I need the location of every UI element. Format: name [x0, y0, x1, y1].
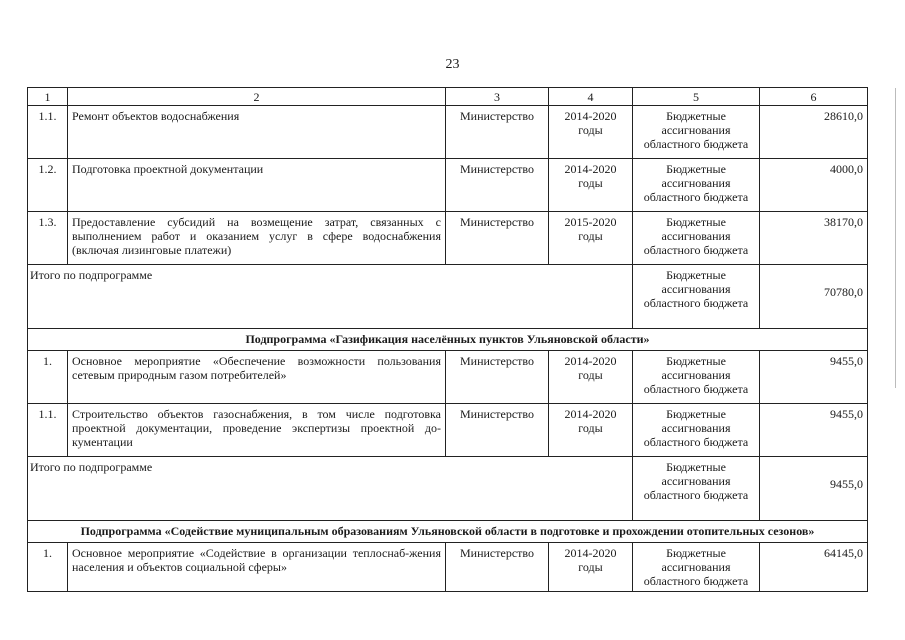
subtotal-source: Бюджетные ассигнования областного бюджета: [633, 265, 760, 329]
row-source: Бюджетные ассигнования областного бюджета: [633, 351, 760, 404]
table-row: [28, 351, 868, 404]
header-cell: 5: [633, 88, 760, 106]
header-cell: 6: [760, 88, 868, 106]
subtotal-amount: 9455,0: [760, 457, 868, 521]
row-source: Бюджетные ассигнования областного бюджета: [633, 543, 760, 592]
row-period: 2014-2020 годы: [549, 106, 633, 159]
row-number: 1.1.: [28, 106, 68, 159]
row-number: 1.1.: [28, 404, 68, 457]
row-amount: 64145,0: [760, 543, 868, 592]
page-number: 23: [445, 57, 460, 72]
subtotal-label: Итого по подпрограмме: [28, 457, 633, 521]
row-source: Бюджетные ассигнования областного бюджета: [633, 106, 760, 159]
header-cell: 3: [446, 88, 549, 106]
row-amount: 9455,0: [760, 351, 868, 404]
budget-table: [27, 87, 868, 592]
subprogram-heading: [28, 329, 868, 351]
row-executor: Министерство: [446, 543, 549, 592]
header-cell: 1: [28, 88, 68, 106]
row-amount: 4000,0: [760, 159, 868, 212]
table-row: [28, 404, 868, 457]
subtotal-row: [28, 265, 868, 329]
row-name: Строительство объектов газоснабжения, в том числе подготовка проектной документации, проведение экспертизы проектной до-кументации: [68, 404, 446, 457]
row-number: 1.: [28, 543, 68, 592]
row-name: Подготовка проектной документации: [68, 159, 446, 212]
row-name: Ремонт объектов водоснабжения: [68, 106, 446, 159]
subprogram-title: Подпрограмма «Содействие муниципальным образованиям Ульяновской области в подготовке и прохождении отопительных сезонов»: [28, 521, 868, 543]
row-source: Бюджетные ассигнования областного бюджета: [633, 404, 760, 457]
row-number: 1.: [28, 351, 68, 404]
row-amount: 9455,0: [760, 404, 868, 457]
subtotal-source: Бюджетные ассигнования областного бюджета: [633, 457, 760, 521]
row-executor: Министерство: [446, 404, 549, 457]
row-name: Предоставление субсидий на возмещение затрат, связанных с выполнением работ и оказанием услуг в сфере водоснабжения (включая лизинговые платежи): [68, 212, 446, 265]
row-source: Бюджетные ассигнования областного бюджета: [633, 212, 760, 265]
header-cell: 2: [68, 88, 446, 106]
subprogram-heading: [28, 521, 868, 543]
row-period: 2014-2020 годы: [549, 351, 633, 404]
row-period: 2014-2020 годы: [549, 159, 633, 212]
row-source: Бюджетные ассигнования областного бюджета: [633, 159, 760, 212]
row-executor: Министерство: [446, 212, 549, 265]
row-period: 2014-2020 годы: [549, 543, 633, 592]
table-row: [28, 159, 868, 212]
subtotal-label: Итого по подпрограмме: [28, 265, 633, 329]
subprogram-title: Подпрограмма «Газификация населённых пунктов Ульяновской области»: [28, 329, 868, 351]
row-period: 2014-2020 годы: [549, 404, 633, 457]
row-number: 1.3.: [28, 212, 68, 265]
header-cell: 4: [549, 88, 633, 106]
table-row: [28, 212, 868, 265]
row-executor: Министерство: [446, 106, 549, 159]
row-name: Основное мероприятие «Содействие в организации теплоснаб-жения населения и объектов социальной сферы»: [68, 543, 446, 592]
row-amount: 28610,0: [760, 106, 868, 159]
scan-edge-mark: [895, 88, 896, 388]
row-period: 2015-2020 годы: [549, 212, 633, 265]
row-number: 1.2.: [28, 159, 68, 212]
table-header-row: [28, 88, 868, 106]
row-executor: Министерство: [446, 159, 549, 212]
row-executor: Министерство: [446, 351, 549, 404]
row-amount: 38170,0: [760, 212, 868, 265]
table-row: [28, 543, 868, 592]
subtotal-amount: 70780,0: [760, 265, 868, 329]
row-name: Основное мероприятие «Обеспечение возможности пользования сетевым природным газом потребителей»: [68, 351, 446, 404]
table-row: [28, 106, 868, 159]
subtotal-row: [28, 457, 868, 521]
